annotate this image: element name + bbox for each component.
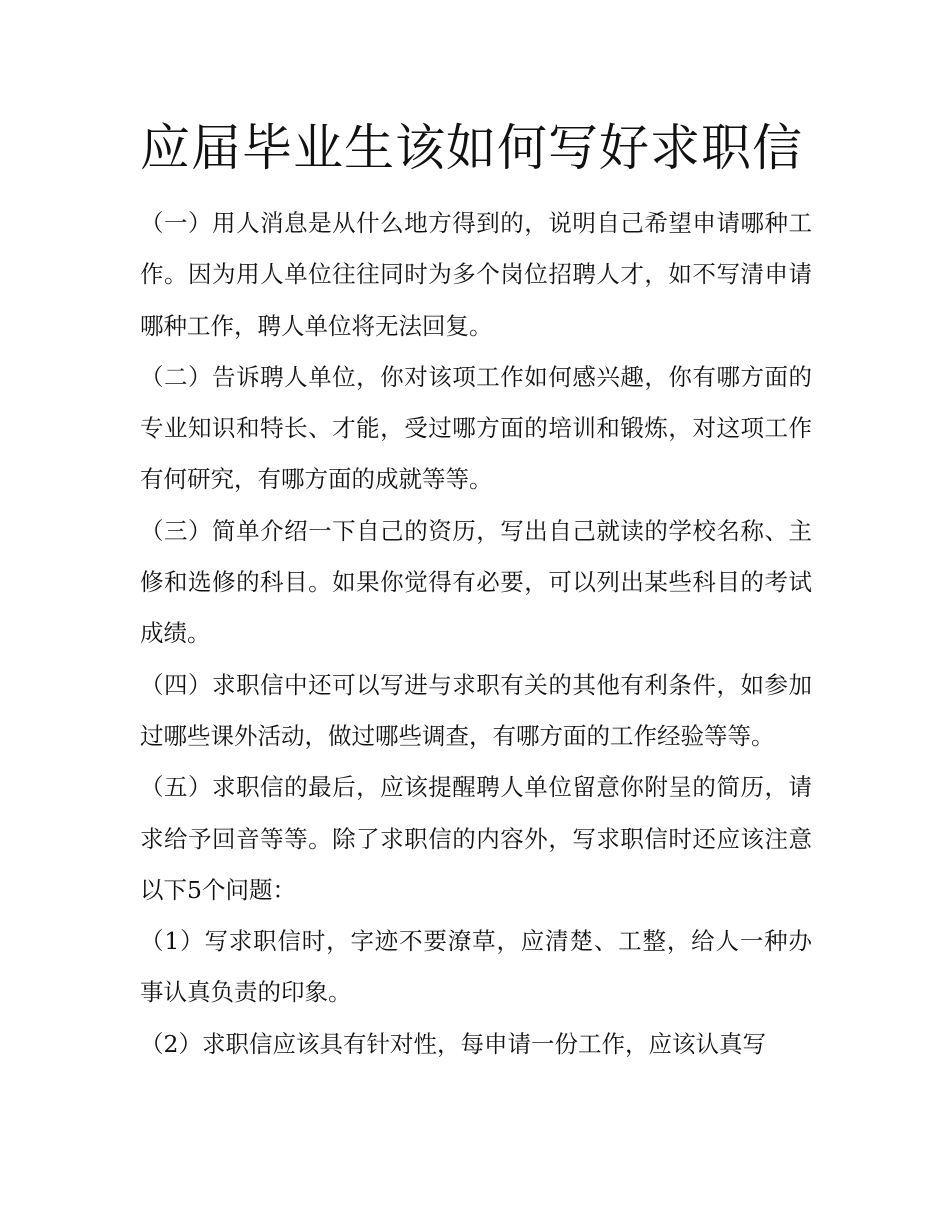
paragraph-5: （五）求职信的最后，应该提醒聘人单位留意你附呈的简历，请求给予回音等等。除了求职信的内容外，写求职信时还应该注意以下5个问题： [140, 773, 812, 904]
paragraph-4: （四）求职信中还可以写进与求职有关的其他有利条件，如参加过哪些课外活动，做过哪些调查，有哪方面的工作经验等等。 [140, 670, 812, 750]
paragraph-2: （二）告诉聘人单位，你对该项工作如何感兴趣，你有哪方面的专业知识和特长、才能，受过哪方面的培训和锻炼，对这项工作有何研究，有哪方面的成就等等。 [140, 362, 812, 494]
paragraph-7: （2）求职信应该具有针对性，每申请一份工作，应该认真写 [140, 1029, 766, 1058]
paragraph-1: （一）用人消息是从什么地方得到的，说明自己希望申请哪种工作。因为用人单位往往同时为多个岗位招聘人才，如不写清申请哪种工作，聘人单位将无法回复。 [140, 209, 812, 340]
document-title: 应届毕业生该如何写好求职信 [140, 119, 803, 177]
document-body [140, 198, 812, 1070]
paragraph-6: （1）写求职信时，字迹不要潦草，应清楚、工整，给人一种办事认真负责的印象。 [140, 927, 812, 1007]
paragraph-3: （三）简单介绍一下自己的资历，写出自己就读的学校名称、主修和选修的科目。如果你觉得有必要，可以列出某些科目的考试成绩。 [140, 516, 812, 648]
